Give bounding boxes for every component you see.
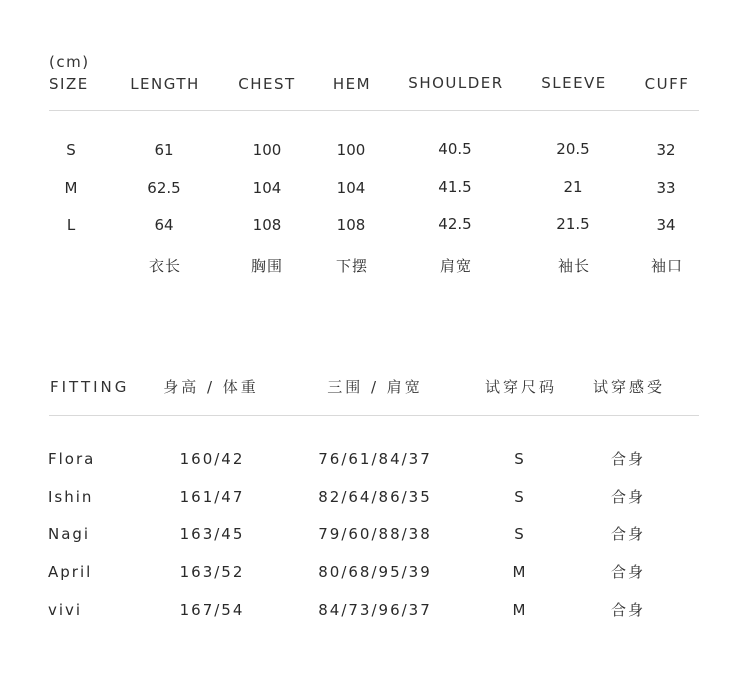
fit-size-cell: S <box>514 488 526 506</box>
height-weight-cell: 160/42 <box>179 450 245 468</box>
header-hem: HEM <box>332 75 372 93</box>
model-name: vivi <box>48 601 83 619</box>
model-name: Ishin <box>48 488 94 506</box>
size-cell: 61 <box>154 141 174 159</box>
measurements-cell: 82/64/86/35 <box>318 488 432 506</box>
unit-label: (cm) <box>49 53 90 71</box>
size-cell: 34 <box>656 216 676 234</box>
size-cell: 64 <box>154 216 174 234</box>
fit-size-cell: M <box>512 563 528 581</box>
fit-feel-cell: 合身 <box>610 450 646 468</box>
height-weight-cell: 167/54 <box>179 601 245 619</box>
fitting-header-measurements: 三围 / 肩宽 <box>327 378 423 396</box>
size-cell: 21 <box>563 178 583 196</box>
size-cell: L <box>66 216 76 234</box>
size-cell: 21.5 <box>556 215 590 233</box>
fitting-header-feel: 试穿感受 <box>592 378 666 396</box>
model-name: Nagi <box>48 525 91 543</box>
size-cell: 20.5 <box>556 140 590 158</box>
chinese-label: 下摆 <box>335 257 369 275</box>
measurements-cell: 84/73/96/37 <box>318 601 432 619</box>
measurements-cell: 80/68/95/39 <box>318 563 432 581</box>
fitting-header-size: 试穿尺码 <box>484 378 558 396</box>
header-chest: CHEST <box>238 75 296 93</box>
size-cell: 108 <box>252 216 282 234</box>
height-weight-cell: 161/47 <box>179 488 245 506</box>
fit-size-cell: S <box>514 450 526 468</box>
fit-feel-cell: 合身 <box>610 525 646 543</box>
model-name: Flora <box>48 450 96 468</box>
size-cell: S <box>66 141 76 159</box>
header-shoulder: SHOULDER <box>408 74 504 92</box>
size-cell: 108 <box>336 216 366 234</box>
fit-feel-cell: 合身 <box>610 563 646 581</box>
fit-size-cell: S <box>514 525 526 543</box>
size-cell: 104 <box>336 179 366 197</box>
chinese-label: 肩宽 <box>439 257 473 275</box>
height-weight-cell: 163/45 <box>179 525 245 543</box>
fit-feel-cell: 合身 <box>610 601 646 619</box>
header-cuff: CUFF <box>644 75 690 93</box>
size-cell: 32 <box>656 141 676 159</box>
size-cell: 100 <box>252 141 282 159</box>
fitting-table-divider <box>49 415 699 416</box>
fit-feel-cell: 合身 <box>610 488 646 506</box>
measurements-cell: 79/60/88/38 <box>318 525 432 543</box>
fitting-header-height-weight: 身高 / 体重 <box>163 378 259 396</box>
size-cell: 42.5 <box>438 215 472 233</box>
size-cell: 41.5 <box>438 178 472 196</box>
fit-size-cell: M <box>512 601 528 619</box>
chinese-label: 衣长 <box>148 257 182 275</box>
size-cell: 62.5 <box>147 179 181 197</box>
size-table-divider <box>49 110 699 111</box>
header-length: LENGTH <box>130 75 200 93</box>
header-sleeve: SLEEVE <box>541 74 607 92</box>
chinese-label: 袖口 <box>650 257 684 275</box>
chinese-label: 胸围 <box>250 257 284 275</box>
size-cell: 104 <box>252 179 282 197</box>
size-cell: M <box>64 179 78 197</box>
chinese-label: 袖长 <box>557 257 591 275</box>
measurements-cell: 76/61/84/37 <box>318 450 432 468</box>
size-cell: 40.5 <box>438 140 472 158</box>
header-size: SIZE <box>49 75 89 93</box>
fitting-header-fitting: FITTING <box>50 378 130 396</box>
model-name: April <box>48 563 93 581</box>
size-cell: 33 <box>656 179 676 197</box>
height-weight-cell: 163/52 <box>179 563 245 581</box>
size-cell: 100 <box>336 141 366 159</box>
